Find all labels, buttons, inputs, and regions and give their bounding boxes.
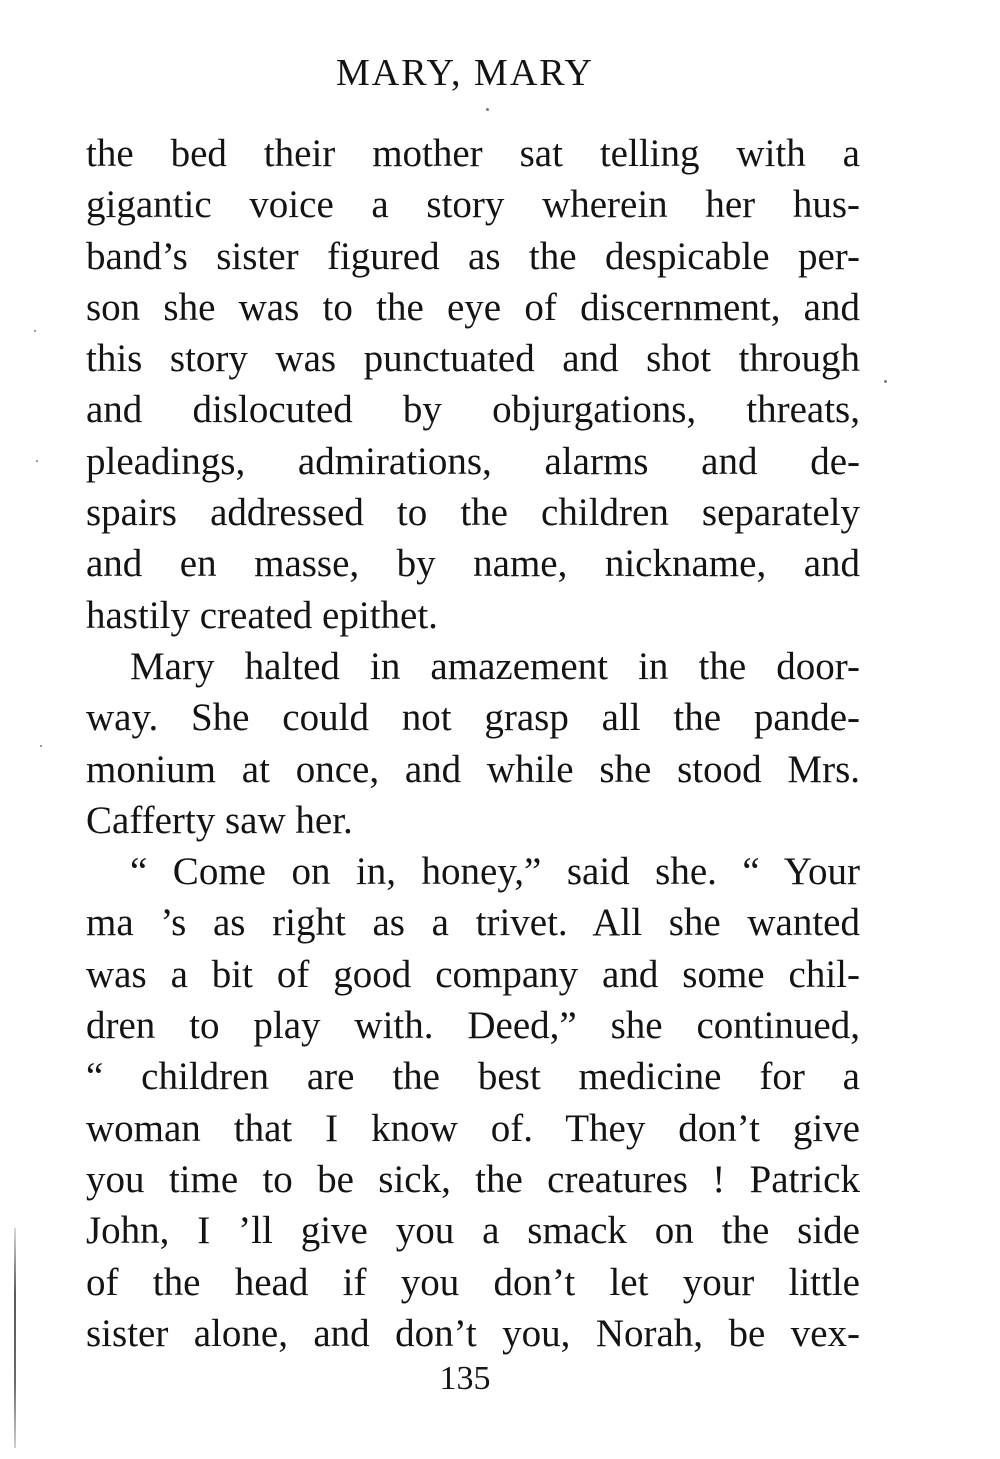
text-line: was a bit of good company and some chil- (86, 952, 860, 996)
text-line: you time to be sick, the creatures ! Patrick (86, 1157, 860, 1201)
scan-speck (36, 460, 38, 462)
text-line: the bed their mother sat telling with a (86, 132, 860, 175)
text-line: sister alone, and don’t you, Norah, be vex- (86, 1311, 860, 1355)
text-line: “ Come on in, honey,” said she. “ Your (130, 850, 860, 894)
text-line: woman that I know of. They don’t give (86, 1106, 860, 1150)
page-number: 135 (439, 1360, 491, 1397)
text-line: spairs addressed to the children separately (86, 491, 860, 535)
text-line: Cafferty saw her. (86, 798, 353, 842)
text-line: of the head if you don’t let your little (86, 1260, 860, 1304)
text-line: monium at once, and while she stood Mrs. (86, 747, 860, 791)
scan-edge-shadow (14, 1228, 16, 1448)
text-line: son she was to the eye of discernment, and (86, 285, 860, 329)
text-line: this story was punctuated and shot through (86, 337, 860, 381)
text-line: ma ’s as right as a trivet. All she wanted (86, 901, 860, 945)
text-line: “ children are the best medicine for a (86, 1055, 860, 1099)
scan-speck (884, 380, 887, 383)
text-line: pleadings, admirations, alarms and de- (86, 439, 860, 483)
text-line: Mary halted in amazement in the door- (130, 644, 860, 688)
text-line: and en masse, by name, nickname, and (86, 542, 860, 586)
text-line: dren to play with. Deed,” she continued, (86, 1004, 860, 1048)
text-line: gigantic voice a story wherein her hus- (86, 183, 860, 227)
scan-speck (34, 330, 36, 332)
scan-speck (40, 745, 42, 747)
scan-speck (486, 108, 489, 111)
text-line: John, I ’ll give you a smack on the side (86, 1209, 860, 1253)
running-head: MARY, MARY (336, 52, 594, 94)
text-line: way. She could not grasp all the pande- (86, 696, 860, 740)
text-line: and dislocuted by objurgations, threats, (86, 388, 860, 432)
body-text (86, 128, 860, 1359)
text-line: band’s sister figured as the despicable per- (86, 234, 860, 278)
text-line: hastily created epithet. (86, 593, 438, 637)
